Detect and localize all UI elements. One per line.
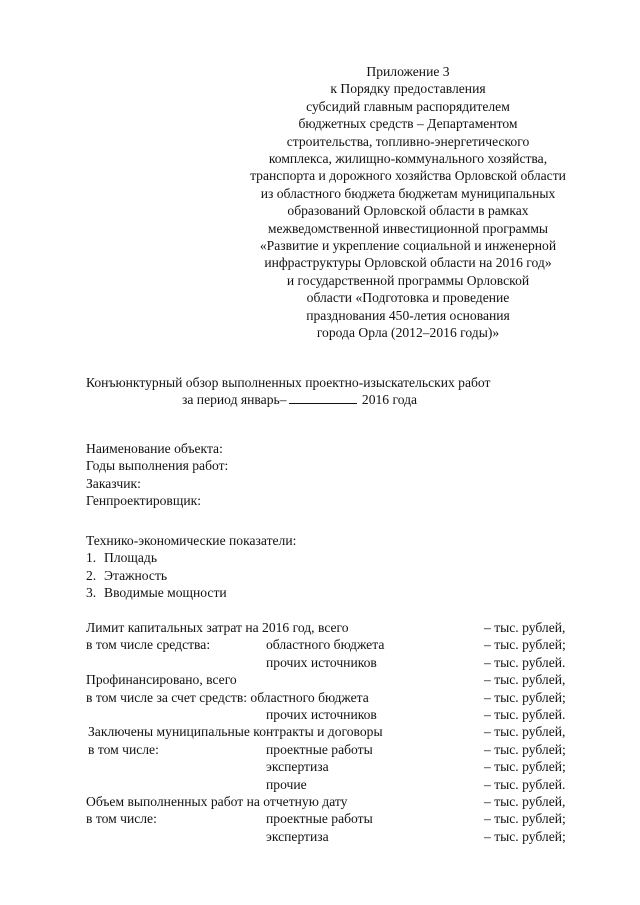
row-unit: – тыс. рублей; (484, 689, 566, 705)
appendix-line: из областного бюджета бюджетам муниципальных (260, 185, 556, 201)
list-item (86, 584, 296, 601)
period-blank-field (289, 391, 357, 404)
row-unit: – тыс. рублей; (484, 759, 566, 775)
table-row (86, 828, 606, 845)
table-row (86, 654, 606, 671)
list-item-number: 2. (86, 567, 97, 583)
row-label: Заключены муниципальные контракты и договоры (88, 724, 383, 740)
row-label: в том числе: (88, 741, 159, 757)
appendix-line: города Орла (2012–2016 годы)» (316, 325, 500, 341)
field-object-name: Наименование объекта: (86, 441, 223, 456)
table-row (86, 636, 606, 653)
table-row (86, 793, 606, 810)
list-item-label: Площадь (104, 550, 158, 566)
appendix-header (218, 63, 598, 342)
row-label: в том числе за счет средств: областного бюджета (86, 689, 369, 705)
list-item-label: Вводимые мощности (104, 585, 227, 601)
list-item (86, 549, 296, 566)
row-label: Профинансировано, всего (86, 672, 237, 688)
row-label: Лимит капитальных затрат на 2016 год, всего (86, 620, 349, 635)
appendix-line: инфраструктуры Орловской области на 2016 год» (264, 255, 552, 271)
list-item-number: 1. (86, 550, 97, 566)
table-row (86, 723, 606, 740)
title-line-1: Конъюнктурный обзор выполненных проектно-изыскательских работ (86, 375, 491, 390)
appendix-line: области «Подготовка и проведение (306, 290, 510, 306)
appendix-line: субсидий главным распорядителем (306, 98, 510, 114)
table-row (86, 671, 606, 688)
row-unit: – тыс. рублей; (484, 741, 566, 757)
appendix-line: образований Орловской области в рамках (287, 203, 529, 219)
appendix-line: и государственной программы Орловской (286, 272, 530, 288)
list-item-number: 3. (86, 585, 97, 601)
technical-indicators (86, 532, 296, 602)
tech-heading: Технико-экономические показатели: (86, 533, 297, 548)
row-label: Объем выполненных работ на отчетную дату (86, 793, 348, 809)
row-source: проектные работы (266, 741, 373, 757)
finance-table (86, 619, 606, 845)
row-unit: – тыс. рублей, (484, 620, 566, 635)
appendix-line: бюджетных средств – Департаментом (298, 116, 518, 132)
table-row (86, 776, 606, 793)
appendix-line: транспорта и дорожного хозяйства Орловской области (250, 168, 566, 184)
appendix-line: комплекса, жилищно-коммунального хозяйства, (268, 151, 548, 167)
row-source: прочие (266, 776, 307, 792)
document-title (86, 374, 606, 409)
appendix-line: «Развитие и укрепление социальной и инженерной (259, 238, 557, 254)
title-period-prefix: за период январь– (182, 392, 287, 408)
row-label: в том числе: (86, 811, 157, 827)
object-fields (86, 440, 228, 510)
appendix-line: строительства, топливно-энергетического (286, 133, 530, 149)
row-source: прочих источников (266, 654, 377, 670)
row-unit: – тыс. рублей, (484, 672, 566, 688)
row-unit: – тыс. рублей. (484, 706, 566, 722)
row-source: прочих источников (266, 706, 377, 722)
row-source: экспертиза (266, 759, 329, 775)
appendix-line: к Порядку предоставления (330, 81, 486, 97)
list-item-label: Этажность (104, 567, 168, 583)
table-row (86, 810, 606, 827)
table-row (86, 706, 606, 723)
row-unit: – тыс. рублей; (484, 828, 566, 844)
title-period-suffix: 2016 года (361, 392, 418, 408)
table-row (86, 758, 606, 775)
appendix-line: межведомственной инвестиционной программы (267, 220, 549, 236)
row-unit: – тыс. рублей; (484, 811, 566, 827)
tech-list (86, 549, 296, 601)
row-unit: – тыс. рублей; (484, 637, 566, 653)
row-source: проектные работы (266, 811, 373, 827)
row-unit: – тыс. рублей, (484, 724, 566, 740)
field-customer: Заказчик: (86, 475, 141, 491)
row-unit: – тыс. рублей. (484, 776, 566, 792)
row-source: экспертиза (266, 828, 329, 844)
table-row (86, 689, 606, 706)
table-row (86, 619, 606, 636)
table-row (86, 741, 606, 758)
field-general-designer: Генпроектировщик: (86, 493, 201, 509)
field-work-years: Годы выполнения работ: (86, 458, 229, 474)
row-unit: – тыс. рублей, (484, 793, 566, 809)
title-line-2 (182, 391, 606, 408)
row-source: областного бюджета (266, 637, 385, 653)
row-label: в том числе средства: (86, 637, 211, 653)
row-unit: – тыс. рублей. (484, 654, 566, 670)
appendix-line: празднования 450-летия основания (306, 307, 510, 323)
appendix-line: Приложение 3 (366, 64, 450, 79)
list-item (86, 567, 296, 584)
